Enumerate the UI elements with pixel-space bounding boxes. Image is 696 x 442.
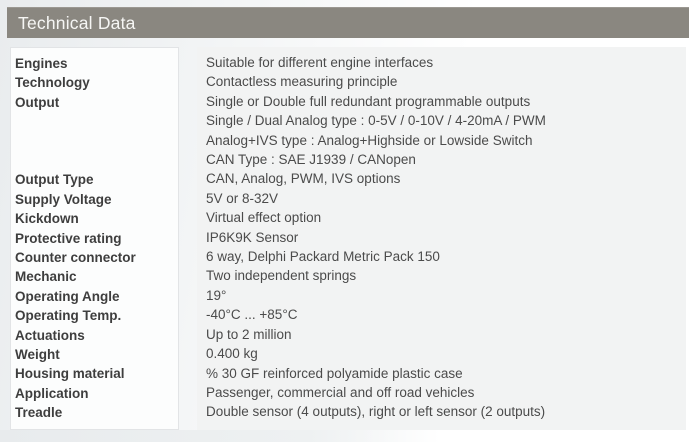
bottom-shade-strip — [0, 430, 440, 442]
spec-value: 19° — [206, 287, 227, 303]
spec-label: Operating Temp. — [15, 308, 122, 324]
spec-label: Technology — [15, 75, 90, 91]
spec-value: 5V or 8-32V — [206, 190, 279, 206]
spec-label: Protective rating — [15, 230, 122, 246]
spec-value-column — [197, 47, 686, 430]
spec-value: 0.400 kg — [206, 346, 258, 362]
spec-value: Passenger, commercial and off road vehicles — [206, 384, 475, 400]
spec-value: Analog+IVS type : Analog+Highside or Lowside Switch — [206, 132, 533, 148]
spec-label: Counter connector — [15, 249, 136, 265]
spec-value: 6 way, Delphi Packard Metric Pack 150 — [206, 249, 440, 265]
spec-value: Two independent springs — [206, 268, 357, 284]
spec-label: Mechanic — [15, 269, 77, 285]
spec-label: Output Type — [15, 172, 94, 188]
spec-value: % 30 GF reinforced polyamide plastic case — [206, 365, 463, 381]
spec-label: Kickdown — [15, 211, 79, 227]
header-bar — [7, 7, 689, 38]
spec-label: Treadle — [15, 405, 63, 421]
spec-value: Suitable for different engine interfaces — [206, 55, 434, 70]
page-title: Technical Data — [18, 13, 136, 33]
spec-value: Single or Double full redundant programmable outputs — [206, 93, 531, 109]
spec-label: Weight — [15, 346, 60, 362]
spec-value: Contactless measuring principle — [206, 74, 398, 90]
spec-value: Single / Dual Analog type : 0-5V / 0-10V / 4-20mA / PWM — [206, 113, 546, 129]
spec-label: Supply Voltage — [15, 191, 112, 207]
spec-label: Engines — [15, 56, 68, 71]
spec-value: Up to 2 million — [206, 326, 292, 342]
spec-value: Virtual effect option — [206, 210, 322, 226]
spec-value: IP6K9K Sensor — [206, 229, 299, 245]
spec-label-column — [10, 47, 179, 430]
spec-label: Housing material — [15, 366, 125, 382]
spec-value: CAN Type : SAE J1939 / CANopen — [206, 152, 416, 168]
spec-value: CAN, Analog, PWM, IVS options — [206, 171, 401, 187]
spec-value: Double sensor (4 outputs), right or left sensor (2 outputs) — [206, 404, 546, 420]
spec-label: Operating Angle — [15, 288, 120, 304]
spec-label: Output — [15, 94, 60, 110]
spec-value: -40°C ... +85°C — [206, 307, 298, 323]
spec-label: Application — [15, 385, 89, 401]
spec-label: Actuations — [15, 327, 85, 343]
